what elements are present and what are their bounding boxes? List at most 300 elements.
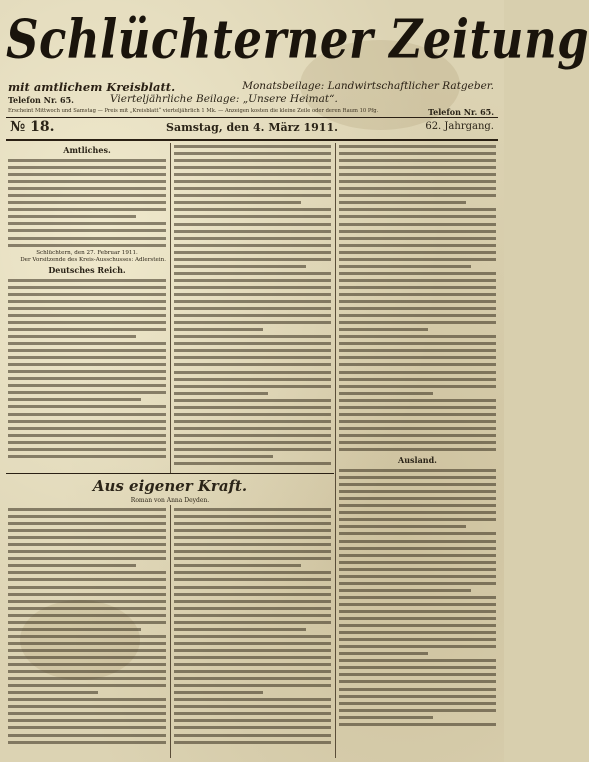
text-line (339, 538, 496, 545)
text-line-ink (8, 663, 166, 666)
text-line (174, 157, 331, 164)
text-line-ink (339, 659, 496, 662)
text-line (174, 206, 331, 213)
text-line-ink (174, 314, 331, 317)
story-column-1 (8, 506, 166, 758)
text-line (8, 206, 166, 213)
text-line (339, 340, 496, 347)
telephone-right: Telefon Nr. 65. (428, 107, 494, 117)
column-divider (170, 143, 171, 473)
text-line-ink (339, 300, 496, 303)
text-line-ink (8, 571, 166, 574)
text-line (174, 506, 331, 513)
text-line-ink (339, 603, 496, 606)
text-line (339, 150, 496, 157)
text-line (174, 598, 331, 605)
text-line (8, 382, 166, 389)
text-line-ink (174, 328, 263, 331)
text-line (339, 333, 496, 340)
text-line (339, 664, 496, 671)
text-line (8, 453, 166, 460)
text-line-ink (8, 286, 166, 289)
text-line (339, 488, 496, 495)
text-line (8, 354, 166, 361)
text-line-ink (339, 223, 496, 226)
text-line-ink (8, 159, 166, 162)
text-line-ink (174, 628, 306, 631)
text-line (174, 654, 331, 661)
text-line (339, 298, 496, 305)
body-text (8, 277, 166, 460)
text-line-ink (339, 265, 471, 268)
text-line (339, 608, 496, 615)
text-line (339, 467, 496, 474)
text-line-ink (339, 251, 496, 254)
text-line (8, 340, 166, 347)
text-line (8, 584, 166, 591)
text-line (339, 354, 496, 361)
text-line-ink (174, 378, 331, 381)
text-line-ink (8, 321, 166, 324)
text-line (8, 703, 166, 710)
text-line (8, 717, 166, 724)
text-line (8, 724, 166, 731)
text-line-ink (339, 145, 496, 148)
text-line (8, 439, 166, 446)
text-line (339, 347, 496, 354)
text-line (8, 312, 166, 319)
text-line (8, 640, 166, 647)
text-line (339, 397, 496, 404)
text-line-ink (174, 293, 331, 296)
text-line (174, 739, 331, 746)
text-line (174, 277, 331, 284)
text-line (339, 221, 496, 228)
text-line (8, 541, 166, 548)
text-line (339, 523, 496, 530)
text-line-ink (339, 638, 496, 641)
text-line-ink (8, 593, 166, 596)
text-line-ink (339, 272, 496, 275)
text-line-ink (339, 652, 428, 655)
text-line (8, 298, 166, 305)
text-line (339, 256, 496, 263)
text-line-ink (174, 194, 331, 197)
text-line-ink (339, 201, 466, 204)
text-line (8, 242, 166, 249)
text-line (8, 654, 166, 661)
text-line-ink (339, 187, 496, 190)
text-line (339, 263, 496, 270)
text-line-ink (339, 215, 496, 218)
text-line (8, 732, 166, 739)
text-line (8, 425, 166, 432)
text-line (8, 661, 166, 668)
text-line-ink (8, 564, 136, 567)
text-line-ink (174, 321, 331, 324)
text-line (339, 495, 496, 502)
text-line (174, 562, 331, 569)
subtitle-quarterly-supplement: Vierteljährliche Beilage: „Unsere Heimat“. (110, 93, 338, 105)
text-line (339, 284, 496, 291)
text-line (339, 601, 496, 608)
text-line (174, 347, 331, 354)
text-line (8, 675, 166, 682)
text-line-ink (174, 550, 331, 553)
text-line (339, 502, 496, 509)
text-line (339, 228, 496, 235)
text-line (339, 580, 496, 587)
issue-bar (6, 118, 498, 138)
text-line-ink (174, 342, 331, 345)
text-line (174, 576, 331, 583)
text-line-ink (339, 321, 496, 324)
text-line-ink (174, 307, 331, 310)
text-line-ink (174, 258, 331, 261)
text-line-ink (339, 554, 496, 557)
text-line-ink (174, 363, 331, 366)
text-line-ink (8, 448, 166, 451)
text-line-ink (8, 363, 166, 366)
text-line-ink (8, 441, 166, 444)
column-divider (170, 505, 171, 758)
section-heading-amtliches: Amtliches. (63, 145, 111, 155)
text-line-ink (174, 726, 331, 729)
text-line-ink (174, 677, 331, 680)
text-line (174, 513, 331, 520)
text-line-ink (8, 600, 166, 603)
text-line-ink (339, 624, 496, 627)
text-line (339, 552, 496, 559)
text-line (174, 284, 331, 291)
text-line-ink (174, 455, 273, 458)
text-line (174, 584, 331, 591)
text-line-ink (8, 434, 166, 437)
text-line (174, 333, 331, 340)
text-line (339, 418, 496, 425)
text-line-ink (8, 614, 166, 617)
text-line (174, 256, 331, 263)
text-line (339, 235, 496, 242)
text-line-ink (174, 734, 331, 737)
text-line (8, 403, 166, 410)
text-line-ink (339, 314, 496, 317)
text-line-ink (8, 536, 166, 539)
text-line-ink (8, 656, 166, 659)
text-line (8, 213, 166, 220)
newspaper-title: Schlüchterner Zeitung (6, 8, 589, 71)
text-line (174, 404, 331, 411)
text-line (174, 263, 331, 270)
text-line-ink (8, 328, 166, 331)
text-line (174, 724, 331, 731)
text-line (174, 661, 331, 668)
text-line-ink (174, 522, 331, 525)
text-line (174, 361, 331, 368)
text-line-ink (8, 201, 166, 204)
text-line-ink (174, 663, 331, 666)
text-line (339, 390, 496, 397)
text-line (339, 721, 496, 728)
text-line (174, 213, 331, 220)
text-line (174, 270, 331, 277)
text-line (339, 615, 496, 622)
text-line-ink (339, 702, 496, 705)
text-line-ink (8, 607, 166, 610)
text-line (339, 714, 496, 721)
text-line-ink (174, 223, 331, 226)
text-line (174, 340, 331, 347)
text-line (339, 700, 496, 707)
text-line-ink (8, 413, 166, 416)
text-line (339, 636, 496, 643)
text-line-ink (174, 371, 331, 374)
text-line-ink (8, 677, 166, 680)
text-line-ink (339, 680, 496, 683)
text-line-ink (174, 698, 331, 701)
text-line (174, 376, 331, 383)
text-line-ink (339, 413, 496, 416)
text-line-ink (339, 230, 496, 233)
text-line-ink (339, 511, 496, 514)
signature-date: Schlüchtern, den 27. Februar 1911. (36, 249, 138, 256)
text-line (339, 446, 496, 453)
subscription-terms: Erscheint Mittwoch und Samstag — Preis mit „Kreisblatt“ vierteljährlich 1 Mk. — Anzeigen kosten die kleine Zeile oder deren Raum 10 Pfg. (8, 108, 379, 114)
text-line (174, 242, 331, 249)
text-line (339, 573, 496, 580)
issue-date: Samstag, den 4. März 1911. (166, 121, 338, 134)
text-line (339, 545, 496, 552)
text-line (174, 541, 331, 548)
text-line-ink (8, 684, 166, 687)
text-line (174, 626, 331, 633)
text-line-ink (339, 617, 496, 620)
text-line (8, 220, 166, 227)
text-line-ink (174, 159, 331, 162)
text-line-ink (174, 593, 331, 596)
text-line (174, 605, 331, 612)
text-line-ink (339, 180, 496, 183)
text-line-ink (174, 691, 263, 694)
text-line-ink (8, 586, 166, 589)
text-line (8, 446, 166, 453)
text-line (8, 534, 166, 541)
text-line (8, 569, 166, 576)
text-line-ink (174, 536, 331, 539)
column-1 (8, 143, 166, 473)
text-line (8, 432, 166, 439)
text-line (174, 305, 331, 312)
text-line-ink (174, 356, 331, 359)
text-line (339, 481, 496, 488)
text-line (339, 291, 496, 298)
text-line-ink (339, 434, 496, 437)
text-line-ink (174, 166, 331, 169)
text-line (8, 418, 166, 425)
text-line (339, 439, 496, 446)
text-line-ink (8, 642, 166, 645)
text-line-ink (174, 399, 331, 402)
text-line-ink (339, 152, 496, 155)
text-line (174, 703, 331, 710)
telephone-left: Telefon Nr. 65. (8, 95, 74, 105)
text-line-ink (174, 719, 331, 722)
text-line-ink (174, 286, 331, 289)
text-line-ink (174, 173, 331, 176)
text-line (339, 404, 496, 411)
text-line-ink (8, 698, 166, 701)
story-column-2 (174, 506, 331, 758)
text-line-ink (174, 649, 331, 652)
text-line-ink (8, 208, 166, 211)
text-line-ink (8, 455, 166, 458)
text-line (8, 739, 166, 746)
text-line (174, 633, 331, 640)
text-line-ink (339, 575, 496, 578)
issue-number: № 18. (10, 119, 55, 135)
text-line (174, 171, 331, 178)
text-line (339, 425, 496, 432)
text-line-ink (339, 378, 496, 381)
text-line-ink (339, 166, 496, 169)
text-line (174, 418, 331, 425)
text-line-ink (8, 712, 166, 715)
text-line-ink (8, 734, 166, 737)
text-line (339, 622, 496, 629)
text-line (8, 284, 166, 291)
text-line (8, 591, 166, 598)
text-line (174, 555, 331, 562)
text-line-ink (339, 363, 496, 366)
story-author: Roman von Anna Deyden. (130, 497, 210, 504)
text-line (339, 671, 496, 678)
text-line-ink (174, 448, 331, 451)
text-line (174, 383, 331, 390)
subtitle-monthly-supplement: Monatsbeilage: Landwirtschaftlicher Ratgeber. (242, 80, 494, 92)
text-line (8, 235, 166, 242)
text-line (339, 326, 496, 333)
text-line (339, 376, 496, 383)
text-line (174, 640, 331, 647)
body-text (8, 157, 166, 249)
text-line-ink (339, 666, 496, 669)
text-line (339, 530, 496, 537)
text-line-ink (339, 631, 496, 634)
text-line-ink (174, 557, 331, 560)
text-line-ink (8, 670, 166, 673)
text-line-ink (8, 398, 141, 401)
text-line (8, 562, 166, 569)
text-line-ink (339, 547, 496, 550)
text-line (8, 576, 166, 583)
text-line-ink (174, 237, 331, 240)
text-line-ink (8, 719, 166, 722)
text-line (174, 326, 331, 333)
text-line (174, 291, 331, 298)
story-title: Aus eigener Kraft. (92, 477, 248, 495)
text-line-ink (8, 244, 166, 247)
text-line-ink (174, 201, 301, 204)
body-text (339, 143, 496, 453)
text-line-ink (339, 237, 496, 240)
text-line (339, 277, 496, 284)
text-line-ink (174, 543, 331, 546)
text-line-ink (8, 529, 166, 532)
text-line (174, 647, 331, 654)
text-line-ink (8, 705, 166, 708)
text-line-ink (8, 173, 166, 176)
text-line (8, 647, 166, 654)
body-text (174, 143, 331, 467)
text-line (8, 157, 166, 164)
text-line-ink (339, 497, 496, 500)
text-line-ink (339, 194, 496, 197)
text-line-ink (174, 244, 331, 247)
text-line-ink (339, 349, 496, 352)
text-line-ink (174, 462, 331, 465)
text-line (8, 555, 166, 562)
text-line-ink (174, 684, 331, 687)
text-line (339, 171, 496, 178)
text-line (174, 199, 331, 206)
text-line-ink (339, 307, 496, 310)
text-line (174, 569, 331, 576)
text-line-ink (8, 293, 166, 296)
text-line (174, 520, 331, 527)
text-line-ink (8, 342, 166, 345)
text-line (174, 439, 331, 446)
text-line-ink (174, 642, 331, 645)
text-line (8, 319, 166, 326)
text-line (174, 453, 331, 460)
text-line (8, 333, 166, 340)
text-line-ink (339, 688, 496, 691)
text-line (174, 185, 331, 192)
text-line-ink (174, 621, 331, 624)
text-line-ink (8, 522, 166, 525)
text-line-ink (8, 543, 166, 546)
text-line (174, 397, 331, 404)
text-line (339, 693, 496, 700)
text-line (174, 717, 331, 724)
text-line (8, 389, 166, 396)
text-line-ink (8, 741, 166, 744)
text-line-ink (339, 610, 496, 613)
text-line-ink (174, 152, 331, 155)
text-line (339, 185, 496, 192)
column-divider (335, 143, 336, 758)
text-line-ink (174, 656, 331, 659)
text-line-ink (339, 723, 496, 726)
text-line-ink (174, 427, 331, 430)
text-line-ink (174, 413, 331, 416)
text-line-ink (8, 229, 166, 232)
text-line-ink (8, 508, 166, 511)
text-line-ink (8, 377, 166, 380)
text-line-ink (339, 293, 496, 296)
text-line (339, 643, 496, 650)
text-line (339, 383, 496, 390)
text-line (339, 361, 496, 368)
text-line (339, 312, 496, 319)
text-line (339, 432, 496, 439)
rule-bottom (6, 139, 498, 141)
text-line (339, 629, 496, 636)
text-line (8, 612, 166, 619)
text-line (174, 228, 331, 235)
text-line (174, 235, 331, 242)
text-line (339, 319, 496, 326)
